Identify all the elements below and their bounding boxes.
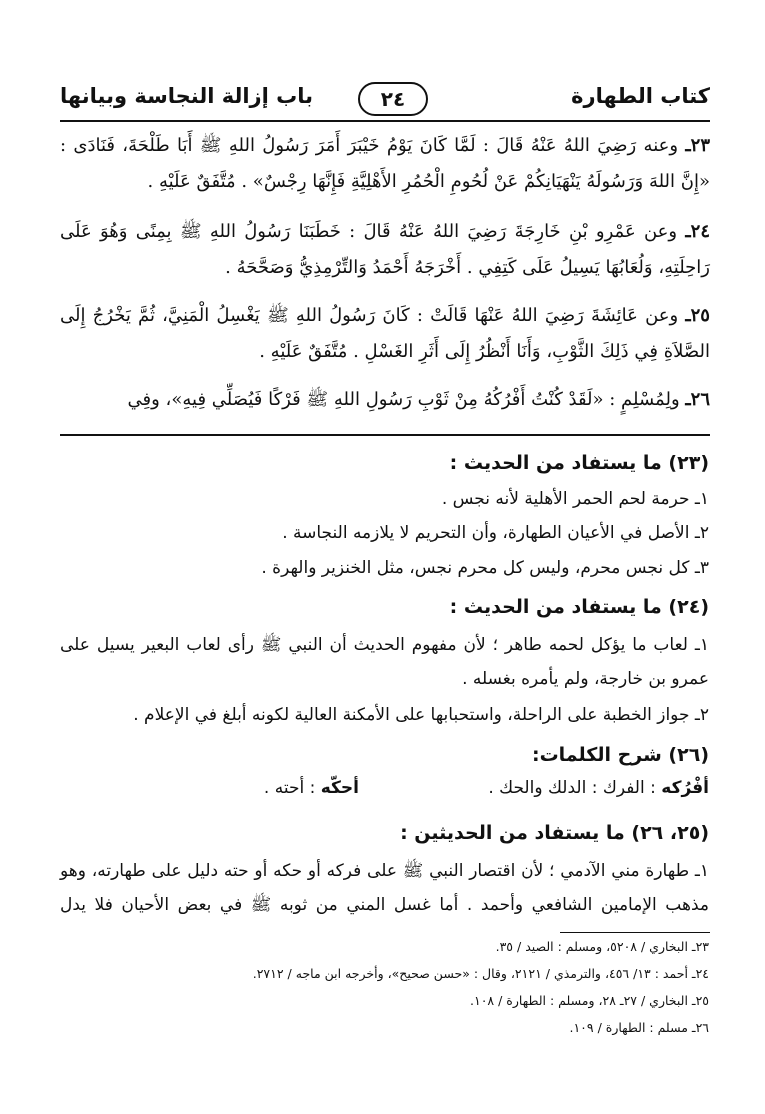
vocab-term: أفْرُكه	[661, 778, 709, 798]
benefit-item: ٢ـ جواز الخطبة على الراحلة، واستحبابها على الأمكنة العالية لكونه أبلغ في الإعلام .	[133, 705, 709, 725]
page-number: ٢٤	[358, 82, 428, 116]
benefit-item-continued: عمرو بن خارجة، ولم يأمره بغسله .	[462, 669, 709, 689]
hadith-26	[60, 382, 710, 418]
vocabulary-title: (٢٦) شرح الكلمات:	[531, 744, 709, 766]
vocab-entry	[488, 778, 709, 798]
hadith-25	[60, 298, 710, 370]
hadith-number: ٢٤ـ	[685, 221, 710, 242]
benefit-item: ١ـ حرمة لحم الحمر الأهلية لأنه نجس .	[441, 489, 709, 509]
hadith-text: وعن عَمْرِو بْنِ خَارِجَةَ رَضِيَ اللهُ عَنْهُ قَالَ : خَطَبَنَا رَسُولُ اللهِ ﷺ بِمِنًى وَهُوَ عَلَى رَاحِلَتِهِ، وَلُعَابُهَا يَسِيلُ عَلَى كَتِفِي . أَخْرَجَهُ أَحْمَدُ وَالتِّرْمِذِيُّ وَصَحَّحَهُ .	[60, 221, 710, 278]
hadith-number: ٢٥ـ	[685, 305, 710, 326]
benefits-23-title: (٢٣) ما يستفاد من الحديث :	[449, 452, 709, 474]
header-rule	[60, 120, 710, 122]
hadith-23	[60, 128, 710, 200]
vocab-definition: : أحته .	[263, 778, 316, 798]
benefit-item-continued: مذهب الإمامين الشافعي وأحمد . أما غسل المني من ثوبه ﷺ في بعض الأحيان فلا يدل	[60, 895, 709, 915]
hadith-number: ٢٦ـ	[685, 389, 710, 410]
hadith-24	[60, 214, 710, 286]
footnote: ٢٥ـ البخاري / ٢٧ـ ٢٨، ومسلم : الطهارة / ١٠٨.	[470, 993, 709, 1008]
benefit-item: ٣ـ كل نجس محرم، وليس كل محرم نجس، مثل الخنزير والهرة .	[261, 558, 709, 578]
hadith-text: وعن عَائِشَةَ رَضِيَ اللهُ عَنْهَا قَالَتْ : كَانَ رَسُولُ اللهِ ﷺ يَغْسِلُ الْمَنِيَّ، ثُمَّ يَخْرُجُ إِلَى الصَّلاَةِ فِي ذَلِكَ الثَّوْبِ، وَأَنَا أَنْظُرُ إِلَى أَثَرِ الغَسْلِ . مُتَّفَقٌ عَلَيْهِ .	[60, 305, 710, 362]
benefit-item: ٢ـ الأصل في الأعيان الطهارة، وأن التحريم لا يلازمه النجاسة .	[282, 523, 709, 543]
benefit-item: ١ـ طهارة مني الآدمي ؛ لأن اقتصار النبي ﷺ على فركه أو حكه أو حته دليل على طهارته، وهو	[60, 861, 709, 881]
footnote: ٢٣ـ البخاري / ٥٢٠٨، ومسلم : الصيد / ٣٥.	[495, 939, 709, 954]
section-divider	[60, 434, 710, 436]
hadith-text: وعنه رَضِيَ اللهُ عَنْهُ قَالَ : لَمَّا كَانَ يَوْمُ خَيْبَرَ أَمَرَ رَسُولُ اللهِ ﷺ أَبَا طَلْحَةَ، فَنَادَى : «إِنَّ اللهَ وَرَسُولَهُ يَنْهَيَانِكُمْ عَنْ لُحُومِ الْحُمُرِ الأَهْلِيَّةِ فَإِنَّهَا رِجْسٌ» . مُتَّفَقٌ عَلَيْهِ .	[60, 135, 710, 192]
vocab-definition: : الفرك : الدلك والحك .	[488, 778, 656, 798]
chapter-title: باب إزالة النجاسة وبيانها	[60, 84, 314, 108]
benefits-24-title: (٢٤) ما يستفاد من الحديث :	[449, 596, 709, 618]
vocab-entry	[264, 778, 359, 798]
hadith-number: ٢٣ـ	[685, 135, 710, 156]
book-title: كتاب الطهارة	[571, 84, 710, 108]
footnote: ٢٦ـ مسلم : الطهارة / ١٠٩.	[569, 1020, 709, 1035]
footnote-rule	[560, 932, 710, 933]
vocabulary-entries	[59, 778, 709, 808]
benefits-25-26-title: (٢٥، ٢٦) ما يستفاد من الحديثين :	[400, 822, 709, 844]
footnote: ٢٤ـ أحمد : ١٣/ ٤٥٦، والترمذي / ٢١٢١، وقال : «حسن صحيح»، وأخرجه ابن ماجه / ٢٧١٢.	[252, 966, 709, 981]
page-header	[60, 78, 710, 122]
hadith-text: ولِمُسْلِمٍ : «لَقَدْ كُنْتُ أَفْرُكُهُ مِنْ ثَوْبِ رَسُولِ اللهِ ﷺ فَرْكًا فَيُصَلِّي فِيهِ»، وفِي	[127, 389, 680, 410]
vocab-term: أحكّه	[320, 778, 359, 798]
benefit-item: ١ـ لعاب ما يؤكل لحمه طاهر ؛ لأن مفهوم الحديث أن النبي ﷺ رأى لعاب البعير يسيل على	[60, 635, 709, 655]
